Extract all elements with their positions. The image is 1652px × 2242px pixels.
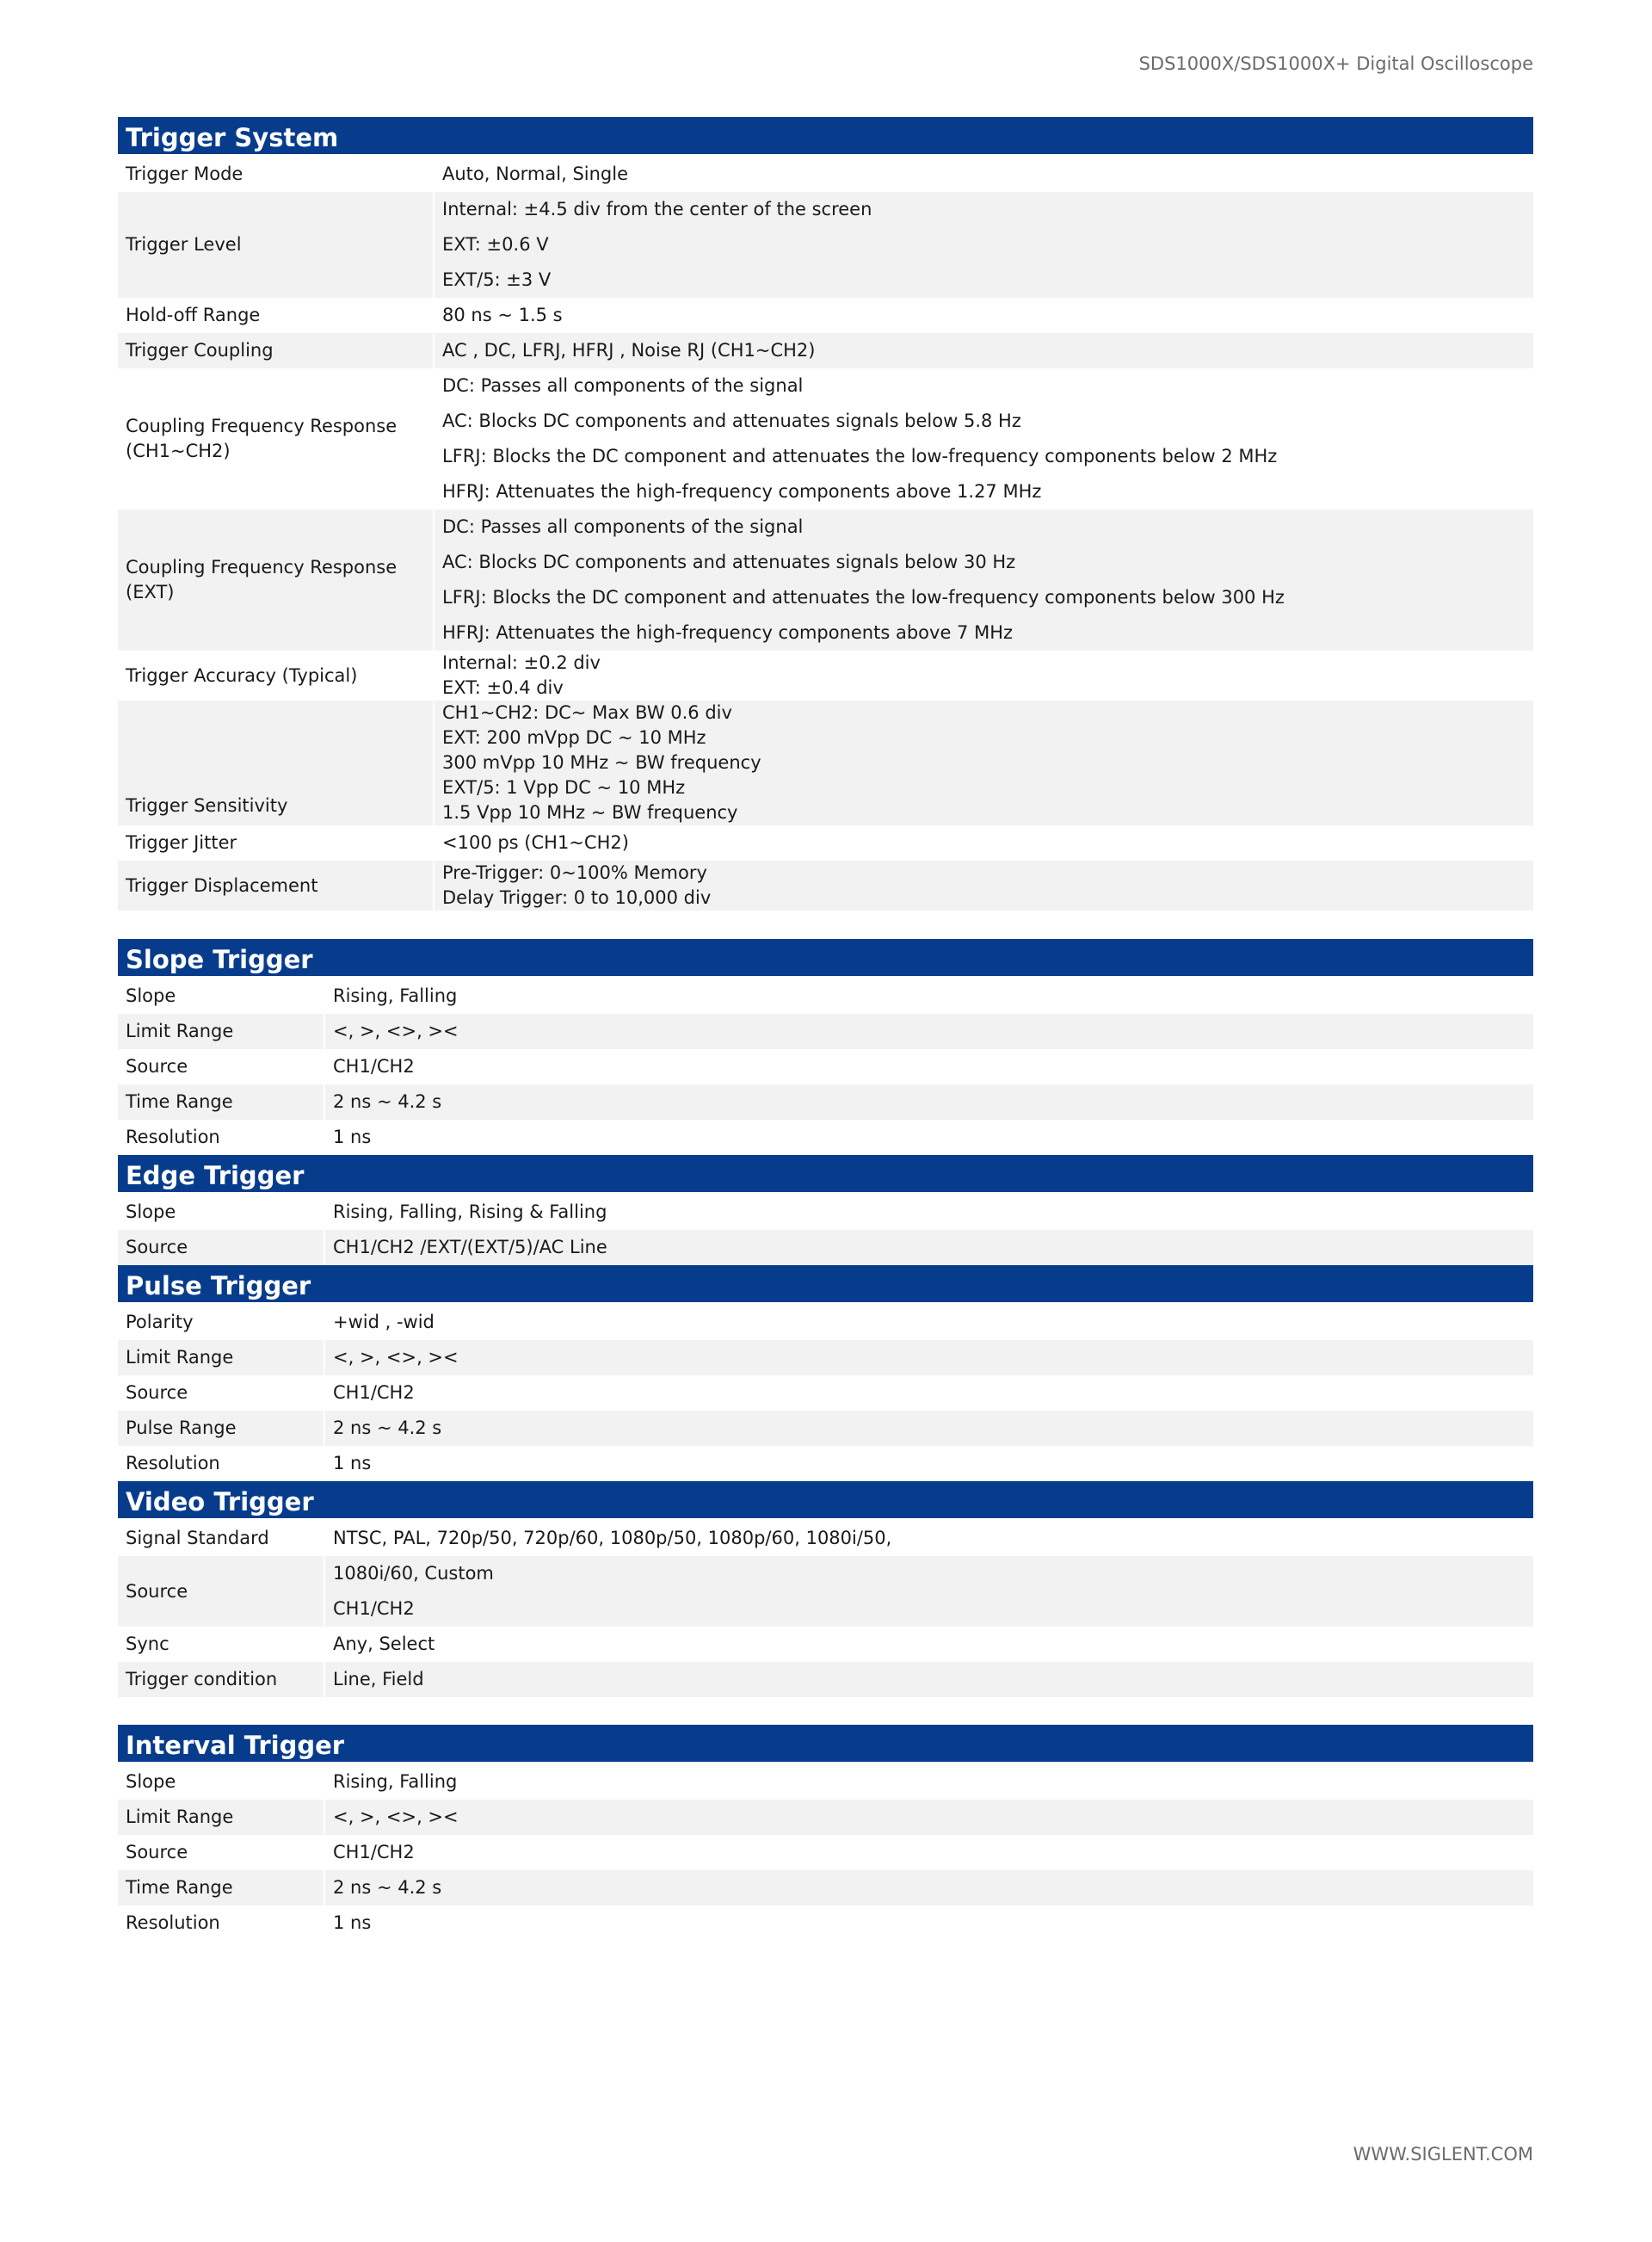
spec-label-cell: [118, 1800, 324, 1835]
spec-label: Resolution: [126, 1912, 220, 1933]
spec-label-cell: [118, 1195, 324, 1230]
spec-value: NTSC, PAL, 720p/50, 720p/60, 1080p/50, 1080p/60, 1080i/50,: [333, 1528, 892, 1548]
spec-value-cell: [324, 1800, 1533, 1835]
spec-label: Coupling Frequency Response: [126, 416, 398, 436]
section-title: Video Trigger: [118, 1481, 1533, 1521]
spec-value-cell: [324, 1230, 1533, 1265]
spec-value-cell: [434, 368, 1533, 510]
spec-label: Resolution: [126, 1127, 220, 1147]
spec-label-cell: [118, 192, 434, 298]
spec-value: CH1/CH2 /EXT/(EXT/5)/AC Line: [333, 1237, 607, 1257]
spec-row: [118, 979, 1533, 1014]
spec-label-cell: [118, 1556, 324, 1627]
spec-row: [118, 1800, 1533, 1835]
spec-value-cell: [434, 651, 1533, 701]
spec-value-cell: [324, 1084, 1533, 1120]
spec-label-cell: [118, 1375, 324, 1411]
spec-label-cell: [118, 510, 434, 651]
spec-value: HFRJ: Attenuates the high-frequency components above 1.27 MHz: [442, 481, 1042, 502]
spec-row: [118, 1905, 1533, 1941]
section-video-trigger: [118, 1481, 1533, 1697]
spec-value-cell: [324, 1870, 1533, 1905]
spec-value: CH1/CH2: [333, 1382, 415, 1403]
spec-label: Trigger Sensitivity: [126, 795, 288, 816]
spec-label: (CH1~CH2): [126, 441, 231, 461]
spec-row: [118, 825, 1533, 861]
spec-label-cell: [118, 157, 434, 192]
spec-value: Any, Select: [333, 1634, 435, 1654]
spec-value: CH1/CH2: [333, 1056, 415, 1077]
spec-label-cell: [118, 1835, 324, 1870]
spec-row: [118, 1084, 1533, 1120]
spec-value: 1 ns: [333, 1912, 372, 1933]
spec-row: [118, 1764, 1533, 1800]
spec-label-cell: [118, 1905, 324, 1941]
spec-row: [118, 1120, 1533, 1155]
spec-table: [118, 1764, 1533, 1941]
spec-row: [118, 1446, 1533, 1481]
spec-value: <, >, <>, ><: [333, 1347, 459, 1368]
section-trigger-system: [118, 117, 1533, 911]
spec-label: Source: [126, 1056, 188, 1077]
spec-value: EXT: 200 mVpp DC ~ 10 MHz: [442, 727, 706, 748]
spec-row: [118, 1305, 1533, 1340]
spec-value-cell: [324, 1835, 1533, 1870]
section-edge-trigger: [118, 1155, 1533, 1265]
spec-label: Coupling Frequency Response: [126, 557, 398, 577]
spec-label-cell: [118, 1870, 324, 1905]
spec-label-cell: [118, 368, 434, 510]
spec-label-cell: [118, 651, 434, 701]
spec-label-cell: [118, 979, 324, 1014]
spec-value: 2 ns ~ 4.2 s: [333, 1417, 442, 1438]
spec-value: Internal: ±0.2 div: [442, 652, 601, 673]
spec-value: CH1/CH2: [333, 1598, 415, 1619]
spec-label: Trigger Accuracy (Typical): [126, 664, 358, 686]
section-title: Interval Trigger: [118, 1725, 1533, 1764]
spec-value: Pre-Trigger: 0~100% Memory: [442, 862, 707, 883]
spec-table: [118, 979, 1533, 1155]
spec-value: EXT/5: 1 Vpp DC ~ 10 MHz: [442, 777, 686, 798]
spec-label-cell: [118, 1084, 324, 1120]
spec-table: [118, 1305, 1533, 1481]
spec-value-cell: [324, 1905, 1533, 1941]
spec-label-cell: [118, 1340, 324, 1375]
spec-label: Sync: [126, 1634, 170, 1654]
spec-row: [118, 1556, 1533, 1627]
spec-label-cell: [118, 1230, 324, 1265]
section-title: Edge Trigger: [118, 1155, 1533, 1195]
spec-value: 2 ns ~ 4.2 s: [333, 1877, 442, 1898]
spec-label-cell: [118, 1411, 324, 1446]
spec-value: Rising, Falling: [333, 985, 458, 1006]
spec-value: +wid , -wid: [333, 1312, 435, 1332]
spec-label-cell: [118, 1014, 324, 1049]
spec-value: <, >, <>, ><: [333, 1021, 459, 1041]
spec-label: Resolution: [126, 1453, 220, 1473]
spec-row: [118, 1375, 1533, 1411]
spec-row: [118, 1521, 1533, 1556]
document-footer-website: WWW.SIGLENT.COM: [1353, 2144, 1533, 2165]
spec-value-cell: [434, 825, 1533, 861]
spec-label: Slope: [126, 985, 176, 1006]
spec-row: [118, 298, 1533, 333]
spec-value-cell: [324, 1195, 1533, 1230]
document-header-product-title: SDS1000X/SDS1000X+ Digital Oscilloscope: [1138, 53, 1533, 74]
spec-label: Trigger condition: [126, 1669, 278, 1689]
spec-value: <100 ps (CH1~CH2): [442, 832, 629, 853]
spec-label: Slope: [126, 1201, 176, 1222]
spec-value: EXT/5: ±3 V: [442, 269, 552, 290]
spec-row: [118, 1627, 1533, 1662]
spec-label-cell: [118, 1521, 324, 1556]
spec-value: Delay Trigger: 0 to 10,000 div: [442, 887, 712, 908]
spec-row: [118, 192, 1533, 298]
spec-value: Internal: ±4.5 div from the center of the screen: [442, 199, 872, 219]
spec-row: [118, 861, 1533, 911]
spec-row: [118, 1230, 1533, 1265]
spec-row: [118, 510, 1533, 651]
spec-value: 300 mVpp 10 MHz ~ BW frequency: [442, 752, 761, 773]
spec-row: [118, 701, 1533, 825]
spec-value: 1 ns: [333, 1127, 372, 1147]
spec-value: Rising, Falling, Rising & Falling: [333, 1201, 607, 1222]
spec-value: HFRJ: Attenuates the high-frequency components above 7 MHz: [442, 622, 1014, 643]
spec-label: Trigger Jitter: [126, 832, 237, 853]
spec-value: AC: Blocks DC components and attenuates signals below 5.8 Hz: [442, 411, 1021, 431]
spec-value: 2 ns ~ 4.2 s: [333, 1091, 442, 1112]
spec-label-cell: [118, 1305, 324, 1340]
spec-value: CH1/CH2: [333, 1842, 415, 1862]
spec-label-cell: [118, 1049, 324, 1084]
spec-value-cell: [324, 1375, 1533, 1411]
spec-value: 1.5 Vpp 10 MHz ~ BW frequency: [442, 802, 738, 823]
spec-value-cell: [324, 1014, 1533, 1049]
spec-value-cell: [324, 1411, 1533, 1446]
section-interval-trigger: [118, 1725, 1533, 1941]
spec-value-cell: [324, 1556, 1533, 1627]
spec-row: [118, 1195, 1533, 1230]
spec-value-cell: [434, 333, 1533, 368]
spec-value-cell: [434, 192, 1533, 298]
spec-value-cell: [324, 1120, 1533, 1155]
spec-label: Source: [126, 1842, 188, 1862]
spec-label: Pulse Range: [126, 1417, 237, 1438]
spec-value: LFRJ: Blocks the DC component and attenuates the low-frequency components below 2 MHz: [442, 446, 1278, 466]
spec-label: Signal Standard: [126, 1528, 269, 1548]
spec-value-cell: [324, 979, 1533, 1014]
spec-value-cell: [324, 1662, 1533, 1697]
spec-value: 1080i/60, Custom: [333, 1563, 494, 1584]
spec-row: [118, 1835, 1533, 1870]
spec-value-cell: [434, 701, 1533, 825]
spec-label: Trigger Mode: [126, 164, 243, 184]
spec-table: [118, 1195, 1533, 1265]
spec-value-cell: [324, 1764, 1533, 1800]
spec-value: CH1~CH2: DC~ Max BW 0.6 div: [442, 702, 732, 723]
spec-label-cell: [118, 1627, 324, 1662]
spec-table: [118, 157, 1533, 911]
spec-row: [118, 1662, 1533, 1697]
spec-content: [118, 117, 1533, 1941]
spec-label: Limit Range: [126, 1347, 234, 1368]
spec-value: DC: Passes all components of the signal: [442, 375, 804, 396]
spec-row: [118, 368, 1533, 510]
spec-label: Time Range: [126, 1091, 233, 1112]
section-title: Slope Trigger: [118, 939, 1533, 979]
spec-value: AC , DC, LFRJ, HFRJ , Noise RJ (CH1~CH2): [442, 340, 816, 361]
spec-value-cell: [434, 298, 1533, 333]
section-title: Pulse Trigger: [118, 1265, 1533, 1305]
section-title: Trigger System: [118, 117, 1533, 157]
spec-value: Rising, Falling: [333, 1771, 458, 1792]
spec-label: Source: [126, 1237, 188, 1257]
spec-label: Source: [126, 1580, 188, 1602]
spec-label-cell: [118, 1446, 324, 1481]
spec-label: Trigger Displacement: [126, 874, 318, 896]
spec-label: Time Range: [126, 1877, 233, 1898]
spec-label: Limit Range: [126, 1021, 234, 1041]
spec-label-cell: [118, 1120, 324, 1155]
spec-value: LFRJ: Blocks the DC component and attenuates the low-frequency components below 300 Hz: [442, 587, 1285, 608]
spec-label: Slope: [126, 1771, 176, 1792]
spec-value-cell: [434, 157, 1533, 192]
spec-row: [118, 1014, 1533, 1049]
spec-value: <, >, <>, ><: [333, 1807, 459, 1827]
spec-value: EXT: ±0.4 div: [442, 677, 564, 698]
spec-row: [118, 1411, 1533, 1446]
spec-row: [118, 651, 1533, 701]
spec-value-cell: [324, 1049, 1533, 1084]
spec-value-cell: [324, 1521, 1533, 1556]
spec-label: Trigger Level: [126, 234, 242, 255]
spec-row: [118, 157, 1533, 192]
spec-row: [118, 1870, 1533, 1905]
spec-label: Polarity: [126, 1312, 194, 1332]
spec-value-cell: [324, 1627, 1533, 1662]
spec-value: 80 ns ~ 1.5 s: [442, 305, 563, 325]
spec-value-cell: [434, 861, 1533, 911]
section-slope-trigger: [118, 939, 1533, 1155]
spec-row: [118, 333, 1533, 368]
spec-label: (EXT): [126, 582, 175, 602]
spec-value: DC: Passes all components of the signal: [442, 516, 804, 537]
spec-label-cell: [118, 701, 434, 825]
spec-value-cell: [324, 1446, 1533, 1481]
spec-value-cell: [434, 510, 1533, 651]
spec-value: Auto, Normal, Single: [442, 164, 628, 184]
spec-value: EXT: ±0.6 V: [442, 234, 549, 255]
spec-label: Hold-off Range: [126, 305, 261, 325]
spec-label-cell: [118, 1764, 324, 1800]
spec-label-cell: [118, 861, 434, 911]
spec-label-cell: [118, 298, 434, 333]
spec-value: 1 ns: [333, 1453, 372, 1473]
spec-label-cell: [118, 333, 434, 368]
spec-row: [118, 1049, 1533, 1084]
spec-label: Limit Range: [126, 1807, 234, 1827]
spec-value-cell: [324, 1340, 1533, 1375]
spec-label: Source: [126, 1382, 188, 1403]
spec-label-cell: [118, 825, 434, 861]
spec-table: [118, 1521, 1533, 1697]
section-pulse-trigger: [118, 1265, 1533, 1481]
spec-value: AC: Blocks DC components and attenuates signals below 30 Hz: [442, 552, 1016, 572]
spec-label: Trigger Coupling: [126, 340, 274, 361]
spec-value-cell: [324, 1305, 1533, 1340]
spec-row: [118, 1340, 1533, 1375]
spec-value: Line, Field: [333, 1669, 424, 1689]
spec-label-cell: [118, 1662, 324, 1697]
